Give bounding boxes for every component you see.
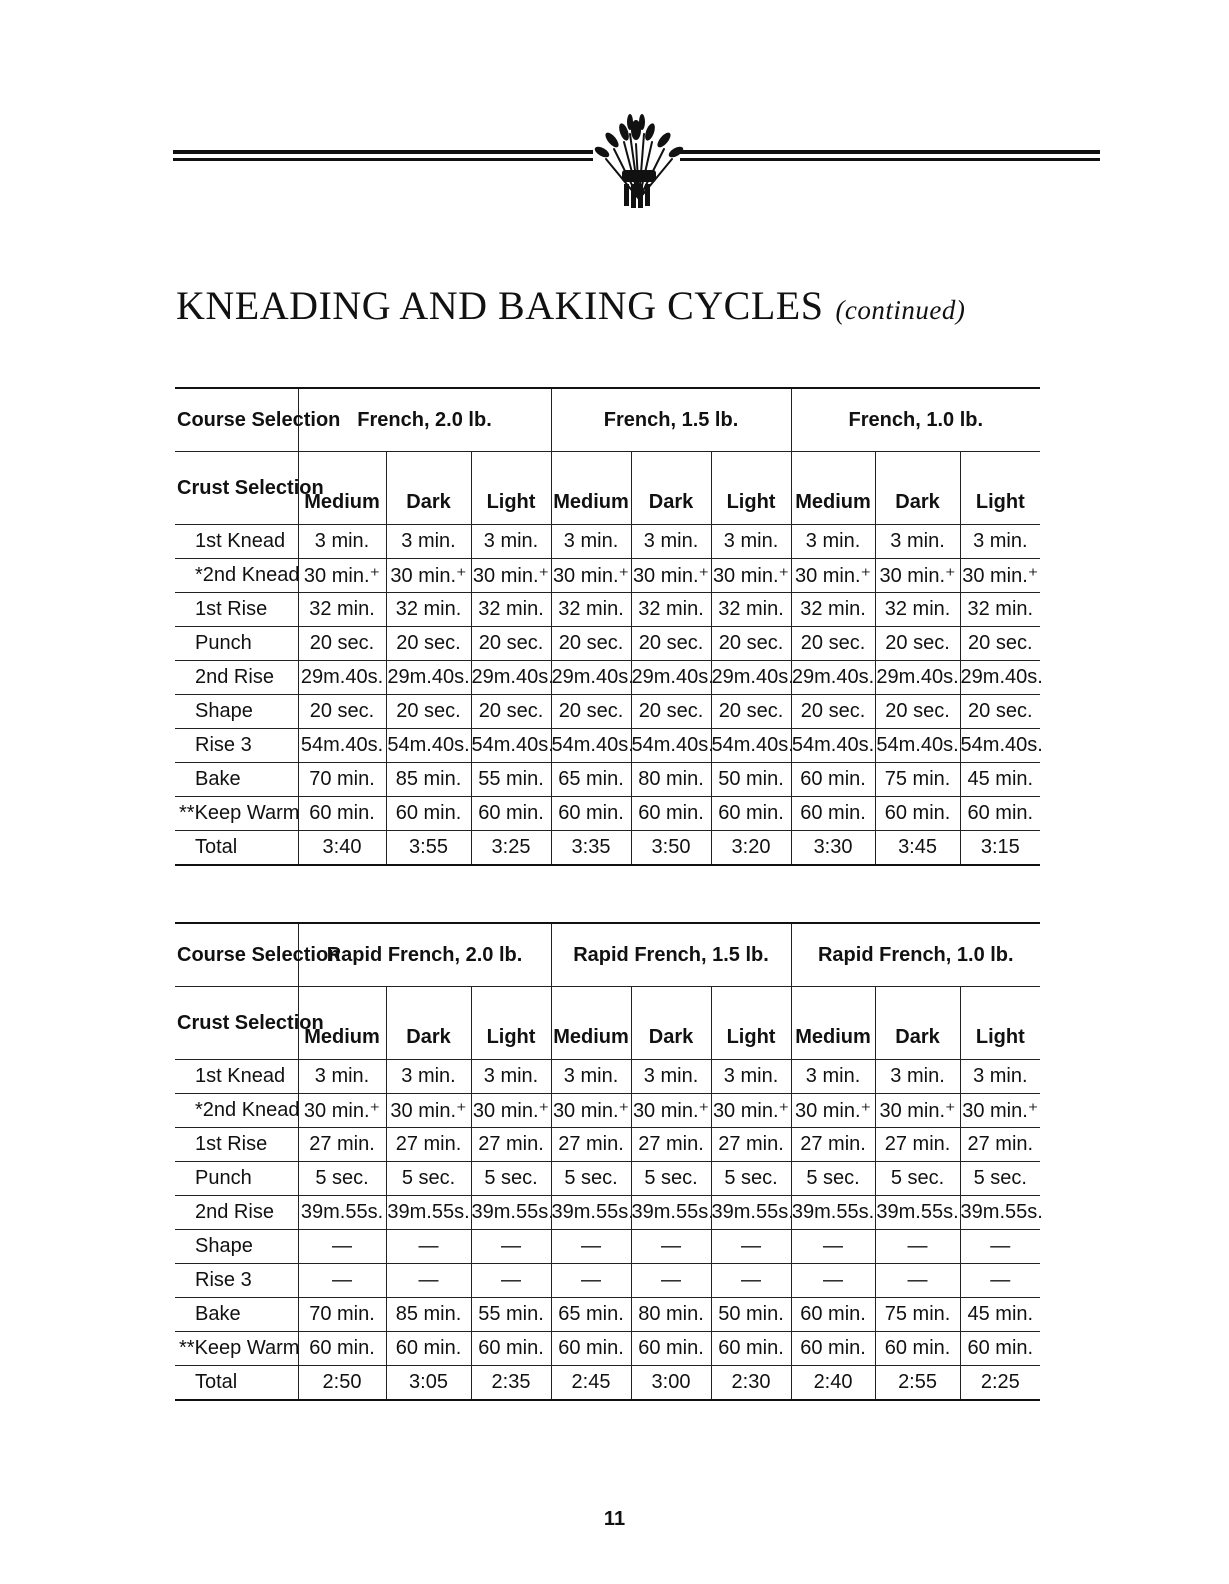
table-cell: 27 min.: [711, 1128, 791, 1162]
table-cell: 20 sec.: [711, 627, 791, 661]
table-cell: —: [711, 1230, 791, 1264]
table-cell: —: [711, 1264, 791, 1298]
table-cell: 3 min.: [298, 1060, 386, 1094]
table-cell: —: [875, 1230, 960, 1264]
header-rule-right-top: [680, 150, 1100, 154]
table-cell: 60 min.: [960, 1332, 1040, 1366]
table-cell: —: [386, 1264, 471, 1298]
table-cell: 3:55: [386, 831, 471, 866]
table-row: [175, 1060, 1040, 1094]
table-cell: 32 min.: [298, 593, 386, 627]
table-cell: —: [960, 1264, 1040, 1298]
table-cell: —: [875, 1264, 960, 1298]
table-cell: 2:30: [711, 1366, 791, 1401]
table-cell: 27 min.: [471, 1128, 551, 1162]
table-cell: 29m.40s.: [875, 661, 960, 695]
crust-header: Light: [471, 987, 551, 1060]
table-cell: 60 min.: [471, 797, 551, 831]
table-cell: 60 min.: [386, 1332, 471, 1366]
table-cell: 3 min.: [386, 1060, 471, 1094]
table-cell: 20 sec.: [631, 627, 711, 661]
table-cell: 20 sec.: [551, 695, 631, 729]
table-cell: 5 sec.: [711, 1162, 791, 1196]
row-label: 2nd Rise: [175, 661, 298, 695]
table-cell: —: [960, 1230, 1040, 1264]
table-cell: 60 min.: [551, 1332, 631, 1366]
table-row: [175, 1196, 1040, 1230]
table-cell: 2:50: [298, 1366, 386, 1401]
table-cell: 2:40: [791, 1366, 875, 1401]
row-label: Total: [175, 1366, 298, 1401]
table-cell: 60 min.: [791, 763, 875, 797]
table-row: [175, 661, 1040, 695]
table-cell: 3:25: [471, 831, 551, 866]
table-cell: 5 sec.: [551, 1162, 631, 1196]
table-cell: —: [298, 1264, 386, 1298]
table-cell: 20 sec.: [875, 627, 960, 661]
crust-header: Dark: [875, 987, 960, 1060]
crust-header: Dark: [631, 987, 711, 1060]
table-cell: 20 sec.: [791, 627, 875, 661]
table-cell: 32 min.: [960, 593, 1040, 627]
table-cell: 3 min.: [631, 525, 711, 559]
table-cell: 27 min.: [386, 1128, 471, 1162]
table-cell: 30 min.⁺: [386, 1094, 471, 1128]
table-cell: 85 min.: [386, 1298, 471, 1332]
table-cell: 29m.40s.: [386, 661, 471, 695]
table-cell: 3:15: [960, 831, 1040, 866]
table-cell: 60 min.: [875, 1332, 960, 1366]
crust-header: Medium: [551, 452, 631, 525]
table-cell: 60 min.: [791, 797, 875, 831]
table-cell: —: [631, 1264, 711, 1298]
table-cell: 20 sec.: [386, 695, 471, 729]
row-label: Bake: [175, 763, 298, 797]
table-cell: —: [471, 1264, 551, 1298]
table-cell: 3:45: [875, 831, 960, 866]
header-rule-right-bottom: [680, 158, 1100, 161]
table-cell: 29m.40s.: [711, 661, 791, 695]
table-cell: 30 min.⁺: [386, 559, 471, 593]
table-cell: 30 min.⁺: [960, 1094, 1040, 1128]
table-cell: 20 sec.: [386, 627, 471, 661]
table-cell: 3 min.: [791, 525, 875, 559]
row-label: **Keep Warm: [175, 797, 298, 831]
table-cell: 3 min.: [960, 1060, 1040, 1094]
table-cell: 3:40: [298, 831, 386, 866]
table-cell: 20 sec.: [471, 627, 551, 661]
crust-header: Light: [471, 452, 551, 525]
table-row: [175, 831, 1040, 866]
table-cell: —: [791, 1230, 875, 1264]
title-subtitle: (continued): [835, 295, 966, 325]
crust-header: Medium: [791, 452, 875, 525]
table-cell: 5 sec.: [298, 1162, 386, 1196]
table-cell: 60 min.: [711, 797, 791, 831]
program-header-row: [175, 923, 1040, 987]
crust-header: Light: [960, 452, 1040, 525]
table-cell: 3:50: [631, 831, 711, 866]
table-cell: 30 min.⁺: [960, 559, 1040, 593]
course-selection-label: Course Selection: [175, 923, 298, 987]
row-label: 2nd Rise: [175, 1196, 298, 1230]
table-cell: 27 min.: [960, 1128, 1040, 1162]
table-row: [175, 1094, 1040, 1128]
row-label: 1st Rise: [175, 593, 298, 627]
table-cell: 3:00: [631, 1366, 711, 1401]
table-cell: 60 min.: [551, 797, 631, 831]
table-cell: 30 min.⁺: [631, 559, 711, 593]
table-cell: 3:05: [386, 1366, 471, 1401]
table-row: [175, 1230, 1040, 1264]
table-cell: —: [551, 1264, 631, 1298]
table-cell: 75 min.: [875, 1298, 960, 1332]
table-cell: 80 min.: [631, 1298, 711, 1332]
table-cell: 65 min.: [551, 763, 631, 797]
table-cell: 27 min.: [551, 1128, 631, 1162]
table-cell: 29m.40s.: [471, 661, 551, 695]
table-cell: 39m.55s.: [875, 1196, 960, 1230]
table-cell: 30 min.⁺: [631, 1094, 711, 1128]
table-cell: 5 sec.: [875, 1162, 960, 1196]
table-cell: 5 sec.: [631, 1162, 711, 1196]
table-row: [175, 1162, 1040, 1196]
table-row: [175, 525, 1040, 559]
table-cell: 30 min.⁺: [551, 1094, 631, 1128]
program-header-row: [175, 388, 1040, 452]
table-cell: 54m.40s.: [298, 729, 386, 763]
row-label: *2nd Knead: [175, 1094, 298, 1128]
table-cell: 30 min.⁺: [875, 1094, 960, 1128]
table-cell: 39m.55s.: [711, 1196, 791, 1230]
table-cell: 39m.55s.: [298, 1196, 386, 1230]
table-cell: —: [386, 1230, 471, 1264]
table-cell: 3:20: [711, 831, 791, 866]
program-header: Rapid French, 2.0 lb.: [298, 923, 551, 987]
table-cell: 27 min.: [631, 1128, 711, 1162]
page-number: 11: [603, 1508, 626, 1530]
table-cell: 60 min.: [298, 1332, 386, 1366]
row-label: Shape: [175, 1230, 298, 1264]
crust-header-row: [175, 452, 1040, 525]
table-cell: —: [791, 1264, 875, 1298]
crust-header: Light: [711, 987, 791, 1060]
table-cell: 30 min.⁺: [875, 559, 960, 593]
table-cell: 32 min.: [386, 593, 471, 627]
wheat-sheaf-icon: [584, 104, 694, 212]
table-cell: 54m.40s.: [386, 729, 471, 763]
table-cell: 20 sec.: [471, 695, 551, 729]
table-row: [175, 1264, 1040, 1298]
table-cell: 85 min.: [386, 763, 471, 797]
crust-header: Medium: [298, 987, 386, 1060]
table-cell: 3 min.: [471, 525, 551, 559]
table-cell: 39m.55s.: [791, 1196, 875, 1230]
table-cell: 30 min.⁺: [471, 1094, 551, 1128]
table-row: [175, 695, 1040, 729]
table-row: [175, 763, 1040, 797]
table-cell: 75 min.: [875, 763, 960, 797]
table-cell: —: [631, 1230, 711, 1264]
crust-header: Dark: [875, 452, 960, 525]
table-row: [175, 1298, 1040, 1332]
table-cell: 60 min.: [791, 1298, 875, 1332]
page-title: [176, 282, 965, 329]
table-cell: 54m.40s.: [551, 729, 631, 763]
table-cell: 3:30: [791, 831, 875, 866]
table-cell: 3 min.: [711, 1060, 791, 1094]
table-cell: 60 min.: [386, 797, 471, 831]
table-cell: 32 min.: [471, 593, 551, 627]
table-cell: 45 min.: [960, 1298, 1040, 1332]
table-cell: 60 min.: [711, 1332, 791, 1366]
table-cell: 5 sec.: [471, 1162, 551, 1196]
table-cell: 3 min.: [875, 525, 960, 559]
crust-selection-label: Crust Selection: [175, 987, 298, 1060]
crust-header-row: [175, 987, 1040, 1060]
table-cell: —: [298, 1230, 386, 1264]
crust-header: Medium: [791, 987, 875, 1060]
table-cell: 54m.40s.: [960, 729, 1040, 763]
crust-header: Dark: [386, 987, 471, 1060]
crust-header: Dark: [631, 452, 711, 525]
table-cell: 50 min.: [711, 1298, 791, 1332]
table-cell: 3 min.: [875, 1060, 960, 1094]
crust-header: Medium: [298, 452, 386, 525]
table-cell: 60 min.: [631, 1332, 711, 1366]
crust-header: Light: [960, 987, 1040, 1060]
table-cell: 55 min.: [471, 1298, 551, 1332]
table-cell: 30 min.⁺: [791, 1094, 875, 1128]
table-cell: 3 min.: [471, 1060, 551, 1094]
table-cell: 20 sec.: [551, 627, 631, 661]
table-cell: 5 sec.: [960, 1162, 1040, 1196]
program-header: French, 1.0 lb.: [791, 388, 1040, 452]
table-cell: 27 min.: [298, 1128, 386, 1162]
table-row: [175, 1366, 1040, 1401]
crust-header: Dark: [386, 452, 471, 525]
table-cell: 30 min.⁺: [551, 559, 631, 593]
header-rule-left-bottom: [173, 158, 593, 161]
row-label: 1st Knead: [175, 525, 298, 559]
program-header: French, 1.5 lb.: [551, 388, 791, 452]
table-cell: 29m.40s.: [960, 661, 1040, 695]
table-cell: 39m.55s.: [551, 1196, 631, 1230]
table-cell: 29m.40s.: [551, 661, 631, 695]
row-label: 1st Rise: [175, 1128, 298, 1162]
table-cell: 30 min.⁺: [298, 559, 386, 593]
table-row: [175, 559, 1040, 593]
table-cell: 60 min.: [875, 797, 960, 831]
table-cell: 39m.55s.: [960, 1196, 1040, 1230]
table-cell: 27 min.: [875, 1128, 960, 1162]
header-rule-left-top: [173, 150, 593, 154]
rapid-french-cycles-table: [175, 922, 1043, 1401]
row-label: *2nd Knead: [175, 559, 298, 593]
row-label: Punch: [175, 1162, 298, 1196]
table-cell: 2:45: [551, 1366, 631, 1401]
crust-header: Medium: [551, 987, 631, 1060]
row-label: Shape: [175, 695, 298, 729]
table-cell: 30 min.⁺: [298, 1094, 386, 1128]
table-cell: 3 min.: [711, 525, 791, 559]
table-cell: 32 min.: [791, 593, 875, 627]
row-label: Punch: [175, 627, 298, 661]
table-cell: 3:35: [551, 831, 631, 866]
table-row: [175, 1128, 1040, 1162]
table-cell: 3 min.: [960, 525, 1040, 559]
table-cell: 54m.40s.: [791, 729, 875, 763]
table-cell: 2:35: [471, 1366, 551, 1401]
table-cell: 2:25: [960, 1366, 1040, 1401]
crust-header: Light: [711, 452, 791, 525]
table-cell: 5 sec.: [791, 1162, 875, 1196]
table-cell: 70 min.: [298, 1298, 386, 1332]
table-cell: —: [551, 1230, 631, 1264]
row-label: 1st Knead: [175, 1060, 298, 1094]
table-cell: 39m.55s.: [631, 1196, 711, 1230]
table-cell: 20 sec.: [298, 627, 386, 661]
table-cell: 60 min.: [960, 797, 1040, 831]
table-cell: 54m.40s.: [471, 729, 551, 763]
table-cell: 30 min.⁺: [471, 559, 551, 593]
table-cell: 60 min.: [298, 797, 386, 831]
table-cell: 20 sec.: [298, 695, 386, 729]
table-cell: 32 min.: [631, 593, 711, 627]
table-cell: 29m.40s.: [631, 661, 711, 695]
table-cell: 50 min.: [711, 763, 791, 797]
table-cell: 32 min.: [551, 593, 631, 627]
french-cycles-table: [175, 387, 1043, 866]
table-cell: 30 min.⁺: [711, 1094, 791, 1128]
table-cell: 32 min.: [711, 593, 791, 627]
table-cell: 20 sec.: [791, 695, 875, 729]
course-selection-label: Course Selection: [175, 388, 298, 452]
table-cell: 39m.55s.: [471, 1196, 551, 1230]
row-label: Bake: [175, 1298, 298, 1332]
table-row: [175, 593, 1040, 627]
row-label: Total: [175, 831, 298, 866]
table-cell: 60 min.: [631, 797, 711, 831]
table-cell: 30 min.⁺: [791, 559, 875, 593]
table-cell: 3 min.: [631, 1060, 711, 1094]
table-cell: 20 sec.: [960, 695, 1040, 729]
table-cell: 54m.40s.: [631, 729, 711, 763]
table-cell: 20 sec.: [875, 695, 960, 729]
program-header: Rapid French, 1.5 lb.: [551, 923, 791, 987]
row-label: Rise 3: [175, 1264, 298, 1298]
table-cell: 60 min.: [471, 1332, 551, 1366]
table-cell: 20 sec.: [960, 627, 1040, 661]
table-row: [175, 627, 1040, 661]
table-cell: 55 min.: [471, 763, 551, 797]
table-cell: 54m.40s.: [875, 729, 960, 763]
table-cell: 29m.40s.: [791, 661, 875, 695]
table-cell: 65 min.: [551, 1298, 631, 1332]
table-cell: 60 min.: [791, 1332, 875, 1366]
row-label: Rise 3: [175, 729, 298, 763]
table-cell: 29m.40s.: [298, 661, 386, 695]
table-cell: 32 min.: [875, 593, 960, 627]
table-cell: 45 min.: [960, 763, 1040, 797]
crust-selection-label: Crust Selection: [175, 452, 298, 525]
row-label: **Keep Warm: [175, 1332, 298, 1366]
table-cell: 80 min.: [631, 763, 711, 797]
table-cell: —: [471, 1230, 551, 1264]
table-cell: 5 sec.: [386, 1162, 471, 1196]
table-cell: 39m.55s.: [386, 1196, 471, 1230]
table-cell: 30 min.⁺: [711, 559, 791, 593]
table-cell: 3 min.: [551, 1060, 631, 1094]
program-header: French, 2.0 lb.: [298, 388, 551, 452]
title-text: KNEADING AND BAKING CYCLES: [176, 283, 824, 328]
table-cell: 3 min.: [386, 525, 471, 559]
table-cell: 3 min.: [298, 525, 386, 559]
program-header: Rapid French, 1.0 lb.: [791, 923, 1040, 987]
table-cell: 27 min.: [791, 1128, 875, 1162]
table-cell: 3 min.: [551, 525, 631, 559]
table-row: [175, 1332, 1040, 1366]
table-row: [175, 797, 1040, 831]
table-row: [175, 729, 1040, 763]
table-cell: 54m.40s.: [711, 729, 791, 763]
table-cell: 3 min.: [791, 1060, 875, 1094]
table-cell: 2:55: [875, 1366, 960, 1401]
table-cell: 20 sec.: [631, 695, 711, 729]
table-cell: 70 min.: [298, 763, 386, 797]
table-cell: 20 sec.: [711, 695, 791, 729]
